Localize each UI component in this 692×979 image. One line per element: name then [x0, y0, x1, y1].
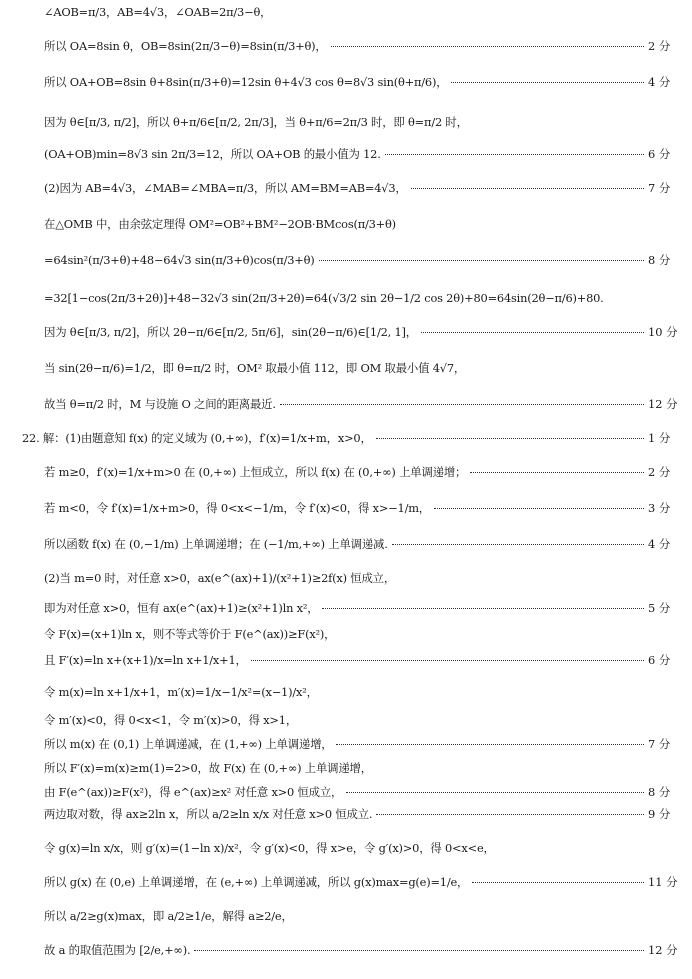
leader-dots [434, 508, 644, 509]
solution-line [0, 148, 692, 161]
solution-line [0, 944, 692, 957]
leader-dots [392, 544, 644, 545]
leader-dots [336, 744, 644, 745]
leader-dots [319, 260, 644, 261]
solution-line [0, 654, 692, 667]
line-text: 当 sin(2θ−π/6)=1/2，即 θ=π/2 时，OM² 取最小值 112，即 OM 取最小值 4√7， [44, 362, 466, 375]
solution-line [0, 602, 692, 615]
line-text: 故 a 的取值范围为 [2/e,+∞). [44, 944, 191, 957]
line-text: 由 F(e^(ax))≥F(x²)，得 e^(ax)≥x² 对任意 x>0 恒成立， [44, 786, 343, 799]
score-mark: 6 分 [648, 147, 671, 161]
solution-line [0, 572, 692, 585]
score-mark: 2 分 [648, 465, 671, 479]
solution-line [0, 762, 692, 775]
score-mark: 8 分 [648, 253, 671, 267]
leader-dots [331, 46, 644, 47]
solution-line [0, 218, 692, 231]
solution-line [0, 910, 692, 923]
leader-dots [451, 82, 644, 83]
line-text: 令 F(x)=(x+1)ln x，则不等式等价于 F(e^(ax))≥F(x²)， [44, 628, 336, 641]
solution-line [0, 40, 692, 53]
score-mark: 12 分 [648, 943, 678, 957]
line-text: (2)当 m=0 时，对任意 x>0，ax(e^(ax)+1)/(x²+1)≥2f(x) 恒成立， [44, 572, 396, 585]
line-text: 故当 θ=π/2 时，M 与设施 O 之间的距离最近. [44, 398, 276, 411]
line-text: 两边取对数，得 ax≥2ln x，所以 a/2≥ln x/x 对任意 x>0 恒成立. [44, 808, 373, 821]
line-text: 所以 OA+OB=8sin θ+8sin(π/3+θ)=12sin θ+4√3 cos θ=8√3 sin(θ+π/6)， [44, 76, 448, 89]
leader-dots [411, 188, 644, 189]
solution-line [0, 432, 692, 445]
solution-line [0, 466, 692, 479]
score-mark: 3 分 [648, 501, 671, 515]
line-text: ∠AOB=π/3，AB=4√3，∠OAB=2π/3−θ， [44, 6, 272, 19]
score-mark: 7 分 [648, 737, 671, 751]
leader-dots [421, 332, 644, 333]
solution-line [0, 842, 692, 855]
solution-line [0, 182, 692, 195]
line-text: 所以 a/2≥g(x)max，即 a/2≥1/e，解得 a≥2/e， [44, 910, 293, 923]
solution-line [0, 786, 692, 799]
solution-line [0, 876, 692, 889]
solution-line [0, 326, 692, 339]
line-text: =64sin²(π/3+θ)+48−64√3 sin(π/3+θ)cos(π/3+θ) [44, 254, 315, 267]
solution-line [0, 116, 692, 129]
leader-dots [385, 154, 644, 155]
score-mark: 9 分 [648, 807, 671, 821]
solution-line [0, 686, 692, 699]
line-text: =32[1−cos(2π/3+2θ)]+48−32√3 sin(2π/3+2θ)=64(√3/2 sin 2θ−1/2 cos 2θ)+80=64sin(2θ−π/6)+80. [44, 292, 604, 305]
score-mark: 10 分 [648, 325, 678, 339]
line-text: (2)因为 AB=4√3，∠MAB=∠MBA=π/3，所以 AM=BM=AB=4√3， [44, 182, 407, 195]
solution-line [0, 808, 692, 821]
leader-dots [472, 882, 644, 883]
line-text: 令 m(x)=ln x+1/x+1，m′(x)=1/x−1/x²=(x−1)/x²， [44, 686, 318, 699]
score-mark: 4 分 [648, 537, 671, 551]
line-text: 且 F′(x)=ln x+(x+1)/x=ln x+1/x+1， [44, 654, 247, 667]
leader-dots [376, 814, 644, 815]
score-mark: 4 分 [648, 75, 671, 89]
line-text: 22. 解：(1)由题意知 f(x) 的定义域为 (0,+∞)，f′(x)=1/x+m，x>0， [22, 432, 372, 445]
score-mark: 8 分 [648, 785, 671, 799]
line-text: 所以 F′(x)=m(x)≥m(1)=2>0，故 F(x) 在 (0,+∞) 上单调递增， [44, 762, 372, 775]
score-mark: 2 分 [648, 39, 671, 53]
solution-line [0, 628, 692, 641]
solution-line [0, 76, 692, 89]
solution-line [0, 362, 692, 375]
line-text: 在△OMB 中，由余弦定理得 OM²=OB²+BM²−2OB·BMcos(π/3+θ) [44, 218, 396, 231]
score-mark: 12 分 [648, 397, 678, 411]
line-text: 所以 OA=8sin θ，OB=8sin(2π/3−θ)=8sin(π/3+θ)， [44, 40, 327, 53]
line-text: 因为 θ∈[π/3, π/2]，所以 θ+π/6∈[π/2, 2π/3]，当 θ+π/6=2π/3 时，即 θ=π/2 时， [44, 116, 468, 129]
solution-line [0, 292, 692, 305]
solution-line [0, 398, 692, 411]
line-text: 若 m≥0，f′(x)=1/x+m>0 在 (0,+∞) 上恒成立，所以 f(x) 在 (0,+∞) 上单调递增； [44, 466, 467, 479]
solution-line [0, 738, 692, 751]
leader-dots [346, 792, 644, 793]
leader-dots [376, 438, 644, 439]
leader-dots [251, 660, 644, 661]
line-text: 令 g(x)=ln x/x，则 g′(x)=(1−ln x)/x²，令 g′(x)<0，得 x>e，令 g′(x)>0，得 0<x<e， [44, 842, 495, 855]
line-text: 所以 g(x) 在 (0,e) 上单调递增，在 (e,+∞) 上单调递减，所以 g(x)max=g(e)=1/e， [44, 876, 469, 889]
line-text: 即为对任意 x>0，恒有 ax(e^(ax)+1)≥(x²+1)ln x²， [44, 602, 319, 615]
solution-line [0, 254, 692, 267]
solution-line [0, 714, 692, 727]
solution-line [0, 538, 692, 551]
score-mark: 6 分 [648, 653, 671, 667]
score-mark: 5 分 [648, 601, 671, 615]
line-text: 所以 m(x) 在 (0,1) 上单调递减，在 (1,+∞) 上单调递增， [44, 738, 333, 751]
solution-line [0, 502, 692, 515]
line-text: (OA+OB)min=8√3 sin 2π/3=12，所以 OA+OB 的最小值为 12. [44, 148, 381, 161]
line-text: 令 m′(x)<0，得 0<x<1，令 m′(x)>0，得 x>1， [44, 714, 298, 727]
line-text: 因为 θ∈[π/3, π/2]，所以 2θ−π/6∈[π/2, 5π/6]，sin(2θ−π/6)∈[1/2, 1]， [44, 326, 417, 339]
line-text: 所以函数 f(x) 在 (0,−1/m) 上单调递增；在 (−1/m,+∞) 上单调递减. [44, 538, 388, 551]
line-text: 若 m<0，令 f′(x)=1/x+m>0，得 0<x<−1/m，令 f′(x)<0，得 x>−1/m， [44, 502, 430, 515]
leader-dots [194, 950, 644, 951]
leader-dots [322, 608, 644, 609]
score-mark: 1 分 [648, 431, 671, 445]
score-mark: 11 分 [648, 875, 678, 889]
leader-dots [470, 472, 644, 473]
leader-dots [280, 404, 644, 405]
score-mark: 7 分 [648, 181, 671, 195]
solution-line [0, 6, 692, 19]
